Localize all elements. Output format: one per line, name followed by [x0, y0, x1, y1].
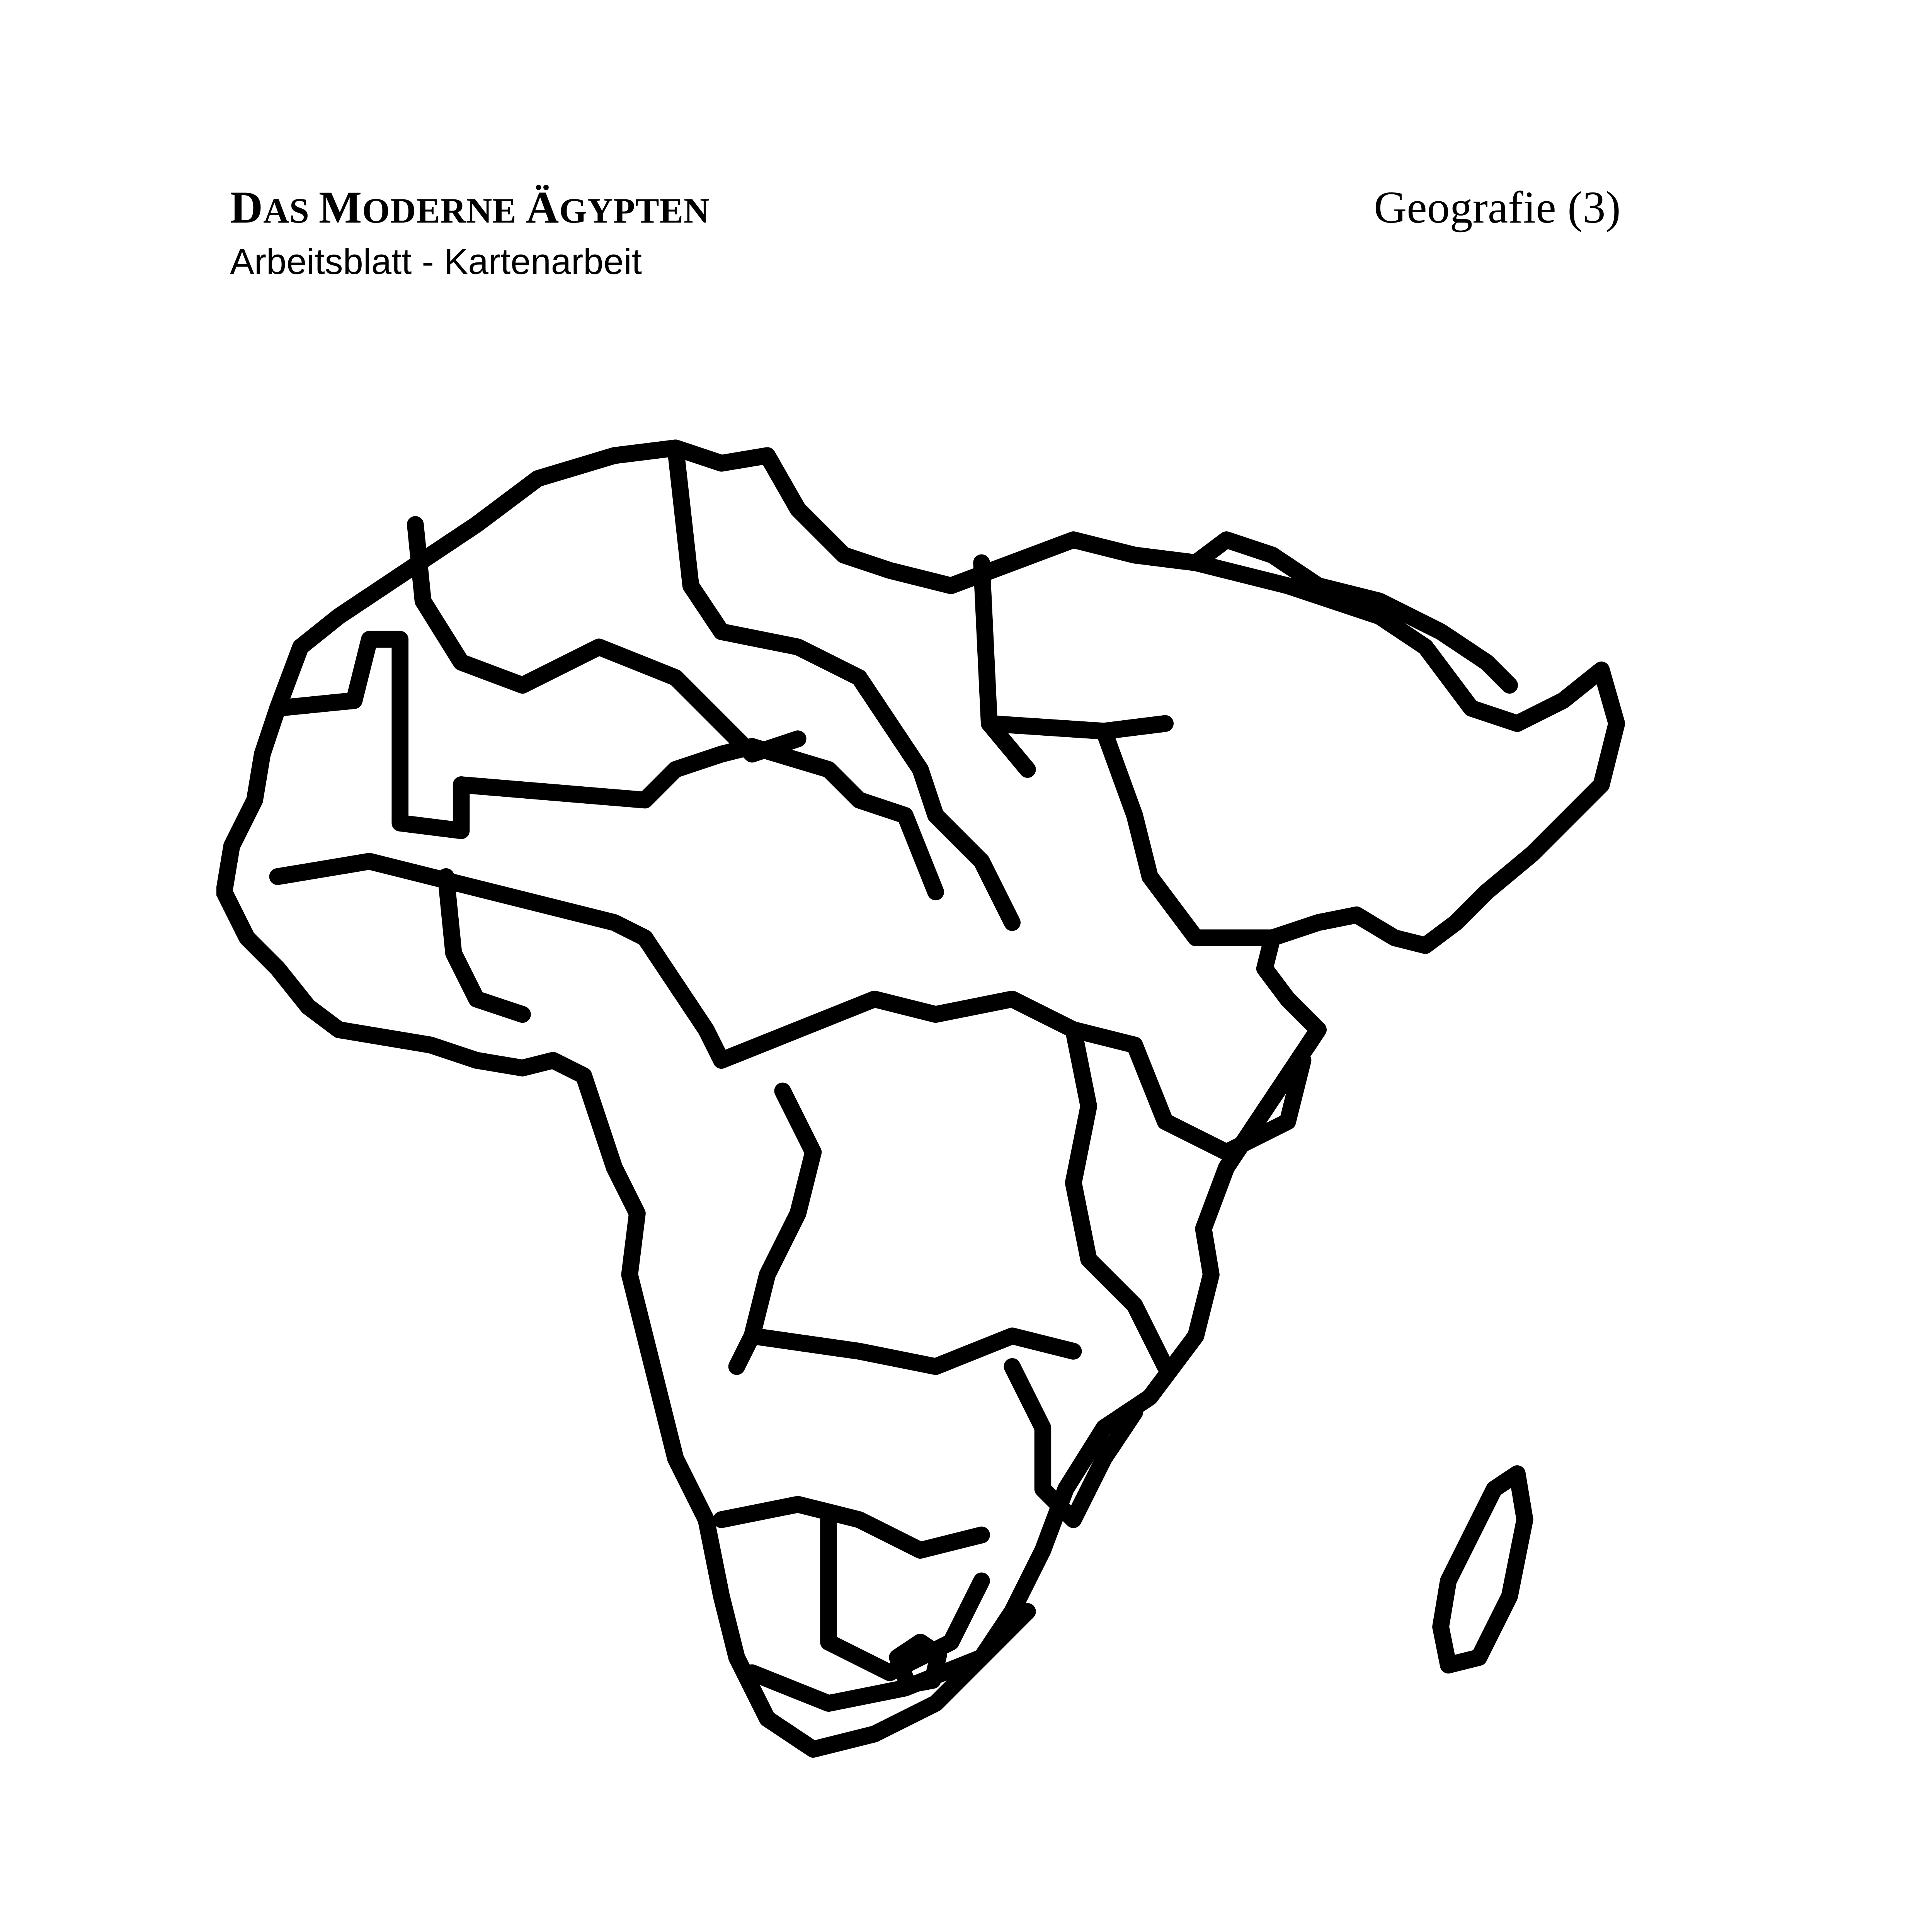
- worksheet-title: DAS MODERNE ÄGYPTEN: [230, 182, 710, 233]
- border-niger-chad: [752, 747, 936, 892]
- border-namibia-botswana: [721, 1504, 982, 1550]
- worksheet-subtitle: Arbeitsblatt - Kartenarbeit: [230, 241, 642, 282]
- border-mali-niger: [461, 747, 752, 800]
- africa-map-drawing: [216, 417, 1747, 1932]
- border-mozambique: [1012, 1367, 1135, 1520]
- border-sudan-ethiopia: [1104, 731, 1273, 938]
- subject-label: Geografie (3): [1374, 182, 1621, 233]
- border-west-africa: [277, 861, 645, 938]
- border-congo-drc: [737, 1091, 813, 1366]
- madagascar-outline: [1441, 1474, 1525, 1665]
- border-nigeria-cameroon: [645, 938, 721, 1060]
- border-algeria-libya: [676, 448, 859, 677]
- border-libya-egypt: [982, 563, 1028, 769]
- border-egypt-sudan: [989, 723, 1165, 731]
- border-angola-zambia: [752, 1336, 1074, 1366]
- africa-outline-map: [216, 417, 1747, 1932]
- border-mauritania-mali: [277, 639, 461, 831]
